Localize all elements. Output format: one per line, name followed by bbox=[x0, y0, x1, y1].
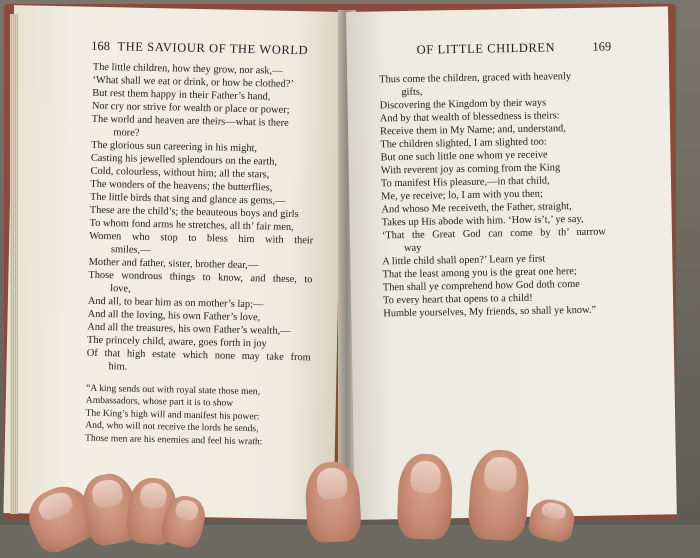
left-quote-line: Those men are his enemies and feel his wrath: bbox=[84, 432, 263, 448]
right-verse-line: Then shall ye comprehend how God doth come bbox=[382, 278, 580, 294]
right-verse-line: But one such little one whom ye receive bbox=[380, 149, 548, 164]
left-verse-line: The little children, how they grow, nor ask,— bbox=[92, 61, 283, 77]
left-quote-block bbox=[85, 383, 318, 450]
left-verse-line: ‘What shall we eat or drink, or how be clothed?’ bbox=[92, 74, 294, 90]
right-verse-line: With reverent joy as coming from the King bbox=[380, 162, 561, 177]
left-verse-line: Casting his jewelled splendours on the earth, bbox=[90, 152, 278, 168]
right-verse-line: And whoso Me receiveth, the Father, straight, bbox=[381, 201, 572, 216]
left-verse-line: And all the treasures, his own Father’s wealth,— bbox=[87, 321, 291, 337]
finger-right-2 bbox=[397, 453, 454, 540]
left-page-number: 168 bbox=[91, 38, 111, 54]
left-verse-line: Nor cry nor strive for wealth or place or power; bbox=[91, 100, 290, 116]
right-verse-line: ‘That the Great God can come by th’ narrow bbox=[381, 226, 606, 242]
right-page-number: 169 bbox=[592, 39, 612, 54]
right-verse bbox=[379, 69, 611, 320]
left-quote-line: The King’s high will and manifest his power: bbox=[85, 407, 260, 423]
right-verse-line: A little child shall open?’ Learn ye first bbox=[382, 253, 546, 268]
left-verse-line: But rest them happy in their Father’s hand, bbox=[92, 87, 271, 103]
right-verse-line: And by that wealth of blessedness is theirs: bbox=[379, 110, 560, 125]
right-verse-line: Receive them in My Name; and, understand, bbox=[380, 123, 566, 138]
page-edges bbox=[10, 14, 18, 514]
right-verse-line: To manifest His pleasure,—in that child, bbox=[380, 175, 550, 190]
right-verse-line: Me, ye receive; lo, I am with you then; bbox=[381, 188, 543, 203]
left-page-body bbox=[85, 61, 325, 450]
left-verse-line: To whom fond arms he stretches, all th’ fair men, bbox=[89, 217, 294, 233]
left-verse-line: love, bbox=[110, 283, 131, 295]
left-verse-line: And all, to bear him as on mother’s lap;— bbox=[87, 295, 264, 311]
right-verse-line: To every heart that opens to a child! bbox=[382, 292, 533, 307]
right-verse-line: Takes up His abode with him. ‘How is’t,’ ye say, bbox=[381, 213, 584, 229]
left-verse-line: These are the child’s; the beauteous boys and girls bbox=[89, 204, 299, 221]
left-verse-line: smiles,— bbox=[110, 244, 151, 256]
left-verse-line: Those wondrous things to know, and these, to bbox=[88, 269, 313, 286]
right-page-body bbox=[379, 69, 611, 320]
right-running-head bbox=[417, 39, 612, 57]
left-verse-line: more? bbox=[113, 127, 140, 139]
open-book bbox=[4, 4, 676, 520]
left-verse-line: The glorious sun careering in his might, bbox=[91, 139, 258, 155]
right-verse-line: Humble yourselves, My friends, so shall ye know.” bbox=[383, 304, 597, 320]
right-verse-line: That the least among you is the great one here; bbox=[382, 266, 577, 281]
left-verse-line: The wonders of the heavens; the butterflies, bbox=[90, 178, 273, 194]
left-quote-line: And, who will not receive the lords he sends, bbox=[85, 419, 259, 435]
left-verse-line: him. bbox=[108, 361, 128, 373]
left-verse-line: Women who stop to bless him with their bbox=[89, 230, 314, 247]
left-verse bbox=[86, 61, 324, 378]
left-verse-line: Cold, colourless, without him; all the stars, bbox=[90, 165, 270, 181]
right-page-title: OF LITTLE CHILDREN bbox=[416, 40, 556, 57]
left-quote-line: Ambassadors, whose part it is to show bbox=[85, 395, 234, 410]
left-verse-line: The princely child, aware, goes forth in joy bbox=[86, 334, 267, 350]
left-quote-line: “A king sends out with royal state those men, bbox=[85, 382, 261, 398]
left-page-title: THE SAVIOUR OF THE WORLD bbox=[117, 39, 309, 58]
left-page bbox=[3, 5, 344, 520]
right-verse-line: Thus come the children, graced with heavenly bbox=[379, 71, 572, 86]
left-verse-line: Mother and father, sister, brother dear,— bbox=[88, 256, 259, 272]
left-verse-line: The little birds that sing and glance as gems,— bbox=[89, 191, 286, 207]
left-verse-line: The world and heaven are theirs—what is there bbox=[91, 113, 289, 129]
right-page bbox=[346, 6, 677, 520]
left-verse-line: And all the loving, his own Father’s love, bbox=[87, 308, 261, 324]
left-verse-line: Of that high estate which none may take from bbox=[86, 347, 311, 364]
left-running-head bbox=[91, 39, 308, 59]
right-verse-line: gifts, bbox=[401, 86, 423, 99]
right-verse-line: Discovering the Kingdom by their ways bbox=[379, 97, 547, 112]
right-verse-line: way bbox=[404, 242, 422, 255]
right-verse-line: The children slighted, I am slighted too: bbox=[380, 136, 547, 151]
